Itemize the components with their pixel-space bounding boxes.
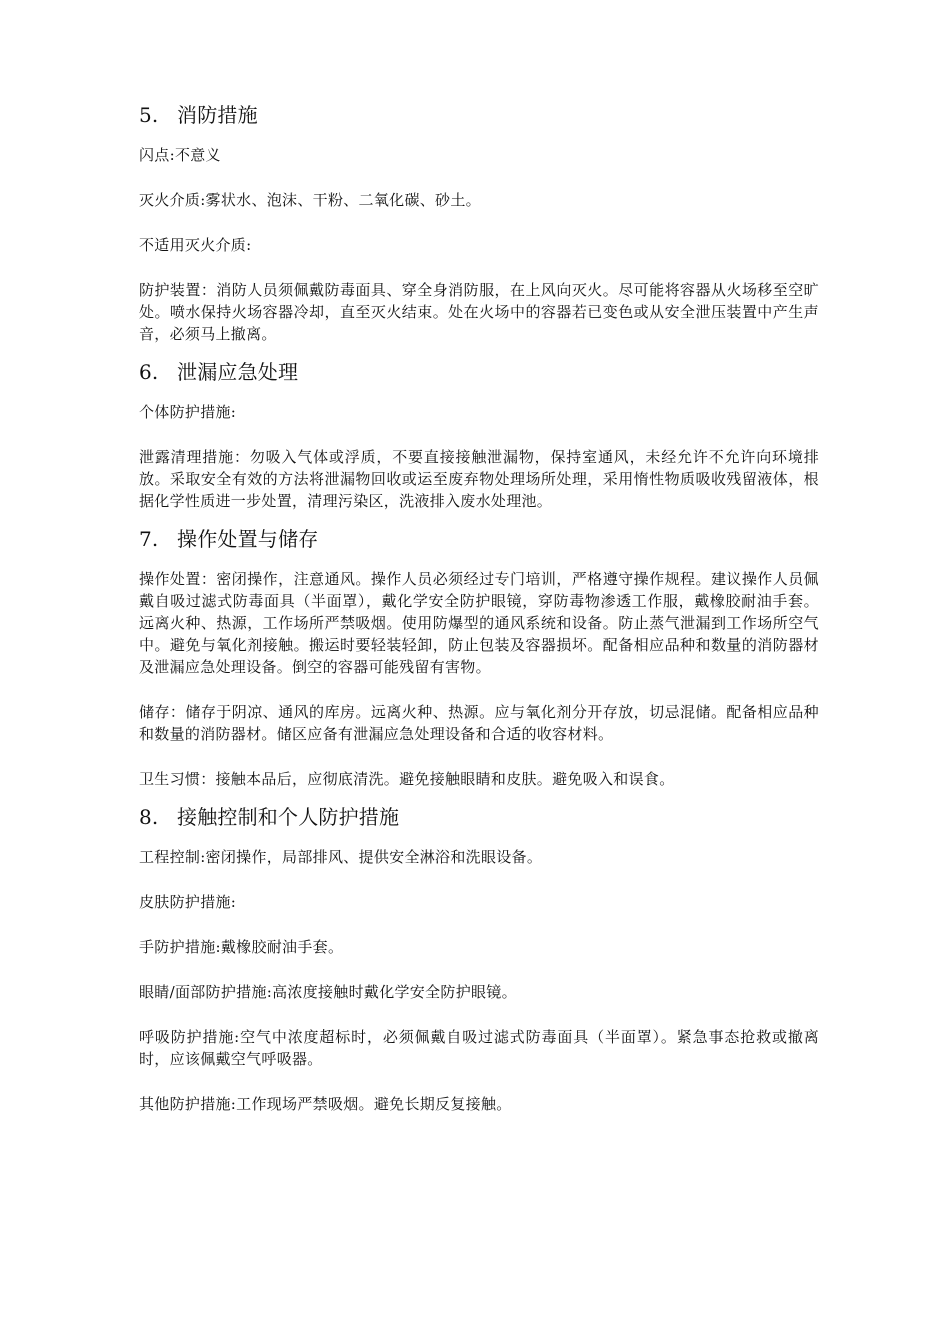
section-title: 操作处置与储存 bbox=[177, 527, 319, 551]
unsuitable-media-text: 不适用灭火介质: bbox=[139, 236, 252, 254]
eye-face-protection-text: 眼睛/面部防护措施:高浓度接触时戴化学安全防护眼镜。 bbox=[139, 983, 517, 1001]
extinguishing-media-text: 灭火介质:雾状水、泡沫、干粉、二氧化碳、砂土。 bbox=[139, 191, 481, 209]
skin-protection-text: 皮肤防护措施: bbox=[139, 893, 237, 911]
spill-cleanup-text: 泄露清理措施：勿吸入气体或浮质，不要直接接触泄漏物，保持室通风，未经允许不允许向环境排放。采取安全有效的方法将泄漏物回收或运至废弃物处理场所处理，采用惰性物质吸收残留液体，根据化学性质进一步处置，清理污染区，洗液排入废水处理池。 bbox=[139, 448, 819, 510]
section-number: 5. bbox=[139, 103, 159, 127]
section-number: 7. bbox=[139, 527, 159, 551]
section-heading bbox=[139, 522, 819, 556]
hand-protection-text: 手防护措施:戴橡胶耐油手套。 bbox=[139, 938, 344, 956]
protective-equipment-text: 防护装置：消防人员须佩戴防毒面具、穿全身消防服，在上风向灭火。尽可能将容器从火场移至空旷处。喷水保持火场容器冷却，直至灭火结束。处在火场中的容器若已变色或从安全泄压装置中产生声音，必须马上撤离。 bbox=[139, 281, 819, 343]
section-title: 接触控制和个人防护措施 bbox=[177, 805, 400, 829]
storage-text: 储存：储存于阴凉、通风的库房。远离火种、热源。应与氧化剂分开存放，切忌混储。配备相应品种和数量的消防器材。储区应备有泄漏应急处理设备和合适的收容材料。 bbox=[139, 703, 819, 743]
document-page bbox=[139, 98, 819, 1125]
section-title: 消防措施 bbox=[177, 103, 258, 127]
hygiene-text: 卫生习惯：接触本品后，应彻底清洗。避免接触眼睛和皮肤。避免吸入和误食。 bbox=[139, 770, 675, 788]
section-handling-storage bbox=[139, 522, 819, 790]
section-firefighting bbox=[139, 98, 819, 345]
section-exposure-controls bbox=[139, 800, 819, 1115]
respiratory-protection-text: 呼吸防护措施:空气中浓度超标时，必须佩戴自吸过滤式防毒面具（半面罩）。紧急事态抢救或撤离时，应该佩戴空气呼吸器。 bbox=[139, 1028, 819, 1068]
other-protection-text: 其他防护措施:工作现场严禁吸烟。避免长期反复接触。 bbox=[139, 1095, 512, 1113]
engineering-control-text: 工程控制:密闭操作，局部排风、提供安全淋浴和洗眼设备。 bbox=[139, 848, 543, 866]
section-title: 泄漏应急处理 bbox=[177, 360, 299, 384]
section-number: 8. bbox=[139, 805, 159, 829]
personal-protection-text: 个体防护措施: bbox=[139, 403, 237, 421]
handling-text: 操作处置：密闭操作，注意通风。操作人员必须经过专门培训，严格遵守操作规程。建议操作人员佩戴自吸过滤式防毒面具（半面罩），戴化学安全防护眼镜，穿防毒物渗透工作服，戴橡胶耐油手套。远离火种、热源，工作场所严禁吸烟。使用防爆型的通风系统和设备。防止蒸气泄漏到工作场所空气中。避免与氧化剂接触。搬运时要轻装轻卸，防止包装及容器损坏。配备相应品种和数量的消防器材及泄漏应急处理设备。倒空的容器可能残留有害物。 bbox=[139, 570, 819, 676]
section-spill-response bbox=[139, 355, 819, 512]
section-heading bbox=[139, 800, 819, 834]
section-number: 6. bbox=[139, 360, 159, 384]
flash-point-text: 闪点:不意义 bbox=[139, 146, 221, 164]
section-heading bbox=[139, 355, 819, 389]
section-heading bbox=[139, 98, 819, 132]
